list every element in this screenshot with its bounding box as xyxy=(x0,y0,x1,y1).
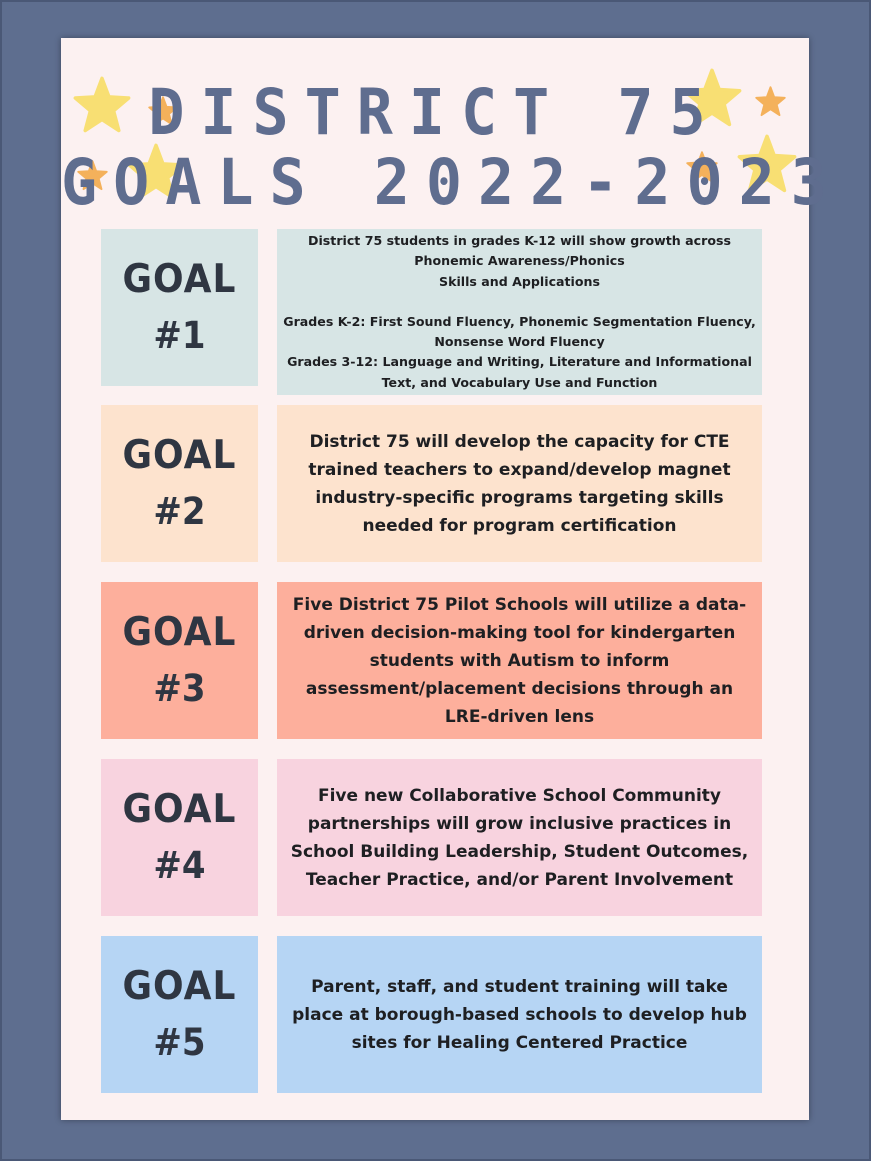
goal-2-description xyxy=(277,405,762,562)
goal-word: GOAL xyxy=(122,432,237,478)
goal-1-line: Phonemic Awareness/Phonics xyxy=(414,253,625,269)
goal-3-description xyxy=(277,582,762,739)
goal-word: GOAL xyxy=(122,963,237,1009)
goal-1-line: Skills and Applications xyxy=(439,273,600,289)
goal-number: #5 xyxy=(153,1020,206,1065)
goal-4-text: Five new Collaborative School Community partnerships will grow inclusive practices in School Building Leadership, Student Outcomes, Teacher Practice, and/or Parent Involvement xyxy=(290,785,749,890)
page-subtitle: GOALS 2022-2023 xyxy=(61,146,843,220)
goal-1-line: Nonsense Word Fluency xyxy=(434,334,605,350)
goal-1-line: District 75 students in grades K-12 will show growth across xyxy=(308,233,731,249)
goal-word: GOAL xyxy=(122,609,237,655)
poster xyxy=(61,38,843,1120)
goal-1-description xyxy=(277,229,762,395)
goal-1-line xyxy=(283,292,756,312)
goal-4-label xyxy=(101,759,258,916)
goal-1-line: Grades 3-12: Language and Writing, Literature and Informational xyxy=(287,354,752,370)
goal-number: #1 xyxy=(153,313,206,358)
goal-1-line: Grades K-2: First Sound Fluency, Phonemic Segmentation Fluency, xyxy=(283,314,756,329)
goal-number: #3 xyxy=(153,666,206,711)
goal-1-label xyxy=(101,229,258,386)
goal-word: GOAL xyxy=(122,256,237,302)
goal-3-text: Five District 75 Pilot Schools will utilize a data-driven decision-making tool for kindergarten students with Autism to inform assessment/placement decisions through an LRE-driven lens xyxy=(292,594,747,727)
goal-2-text: District 75 will develop the capacity for CTE trained teachers to expand/develop magnet industry-specific programs targeting skills needed for program certification xyxy=(308,431,731,536)
goal-4-description xyxy=(277,759,762,916)
page-title: DISTRICT 75 xyxy=(148,76,722,150)
goal-3-label xyxy=(101,582,258,739)
goal-5-label xyxy=(101,936,258,1093)
goal-word: GOAL xyxy=(122,786,237,832)
goal-5-text: Parent, staff, and student training will take place at borough-based schools to develop hub sites for Healing Centered Practice xyxy=(292,976,747,1053)
goal-number: #4 xyxy=(153,843,206,888)
goal-5-description xyxy=(277,936,762,1093)
goal-2-label xyxy=(101,405,258,562)
goal-1-line: Text, and Vocabulary Use and Function xyxy=(381,374,658,390)
goal-number: #2 xyxy=(153,489,206,534)
